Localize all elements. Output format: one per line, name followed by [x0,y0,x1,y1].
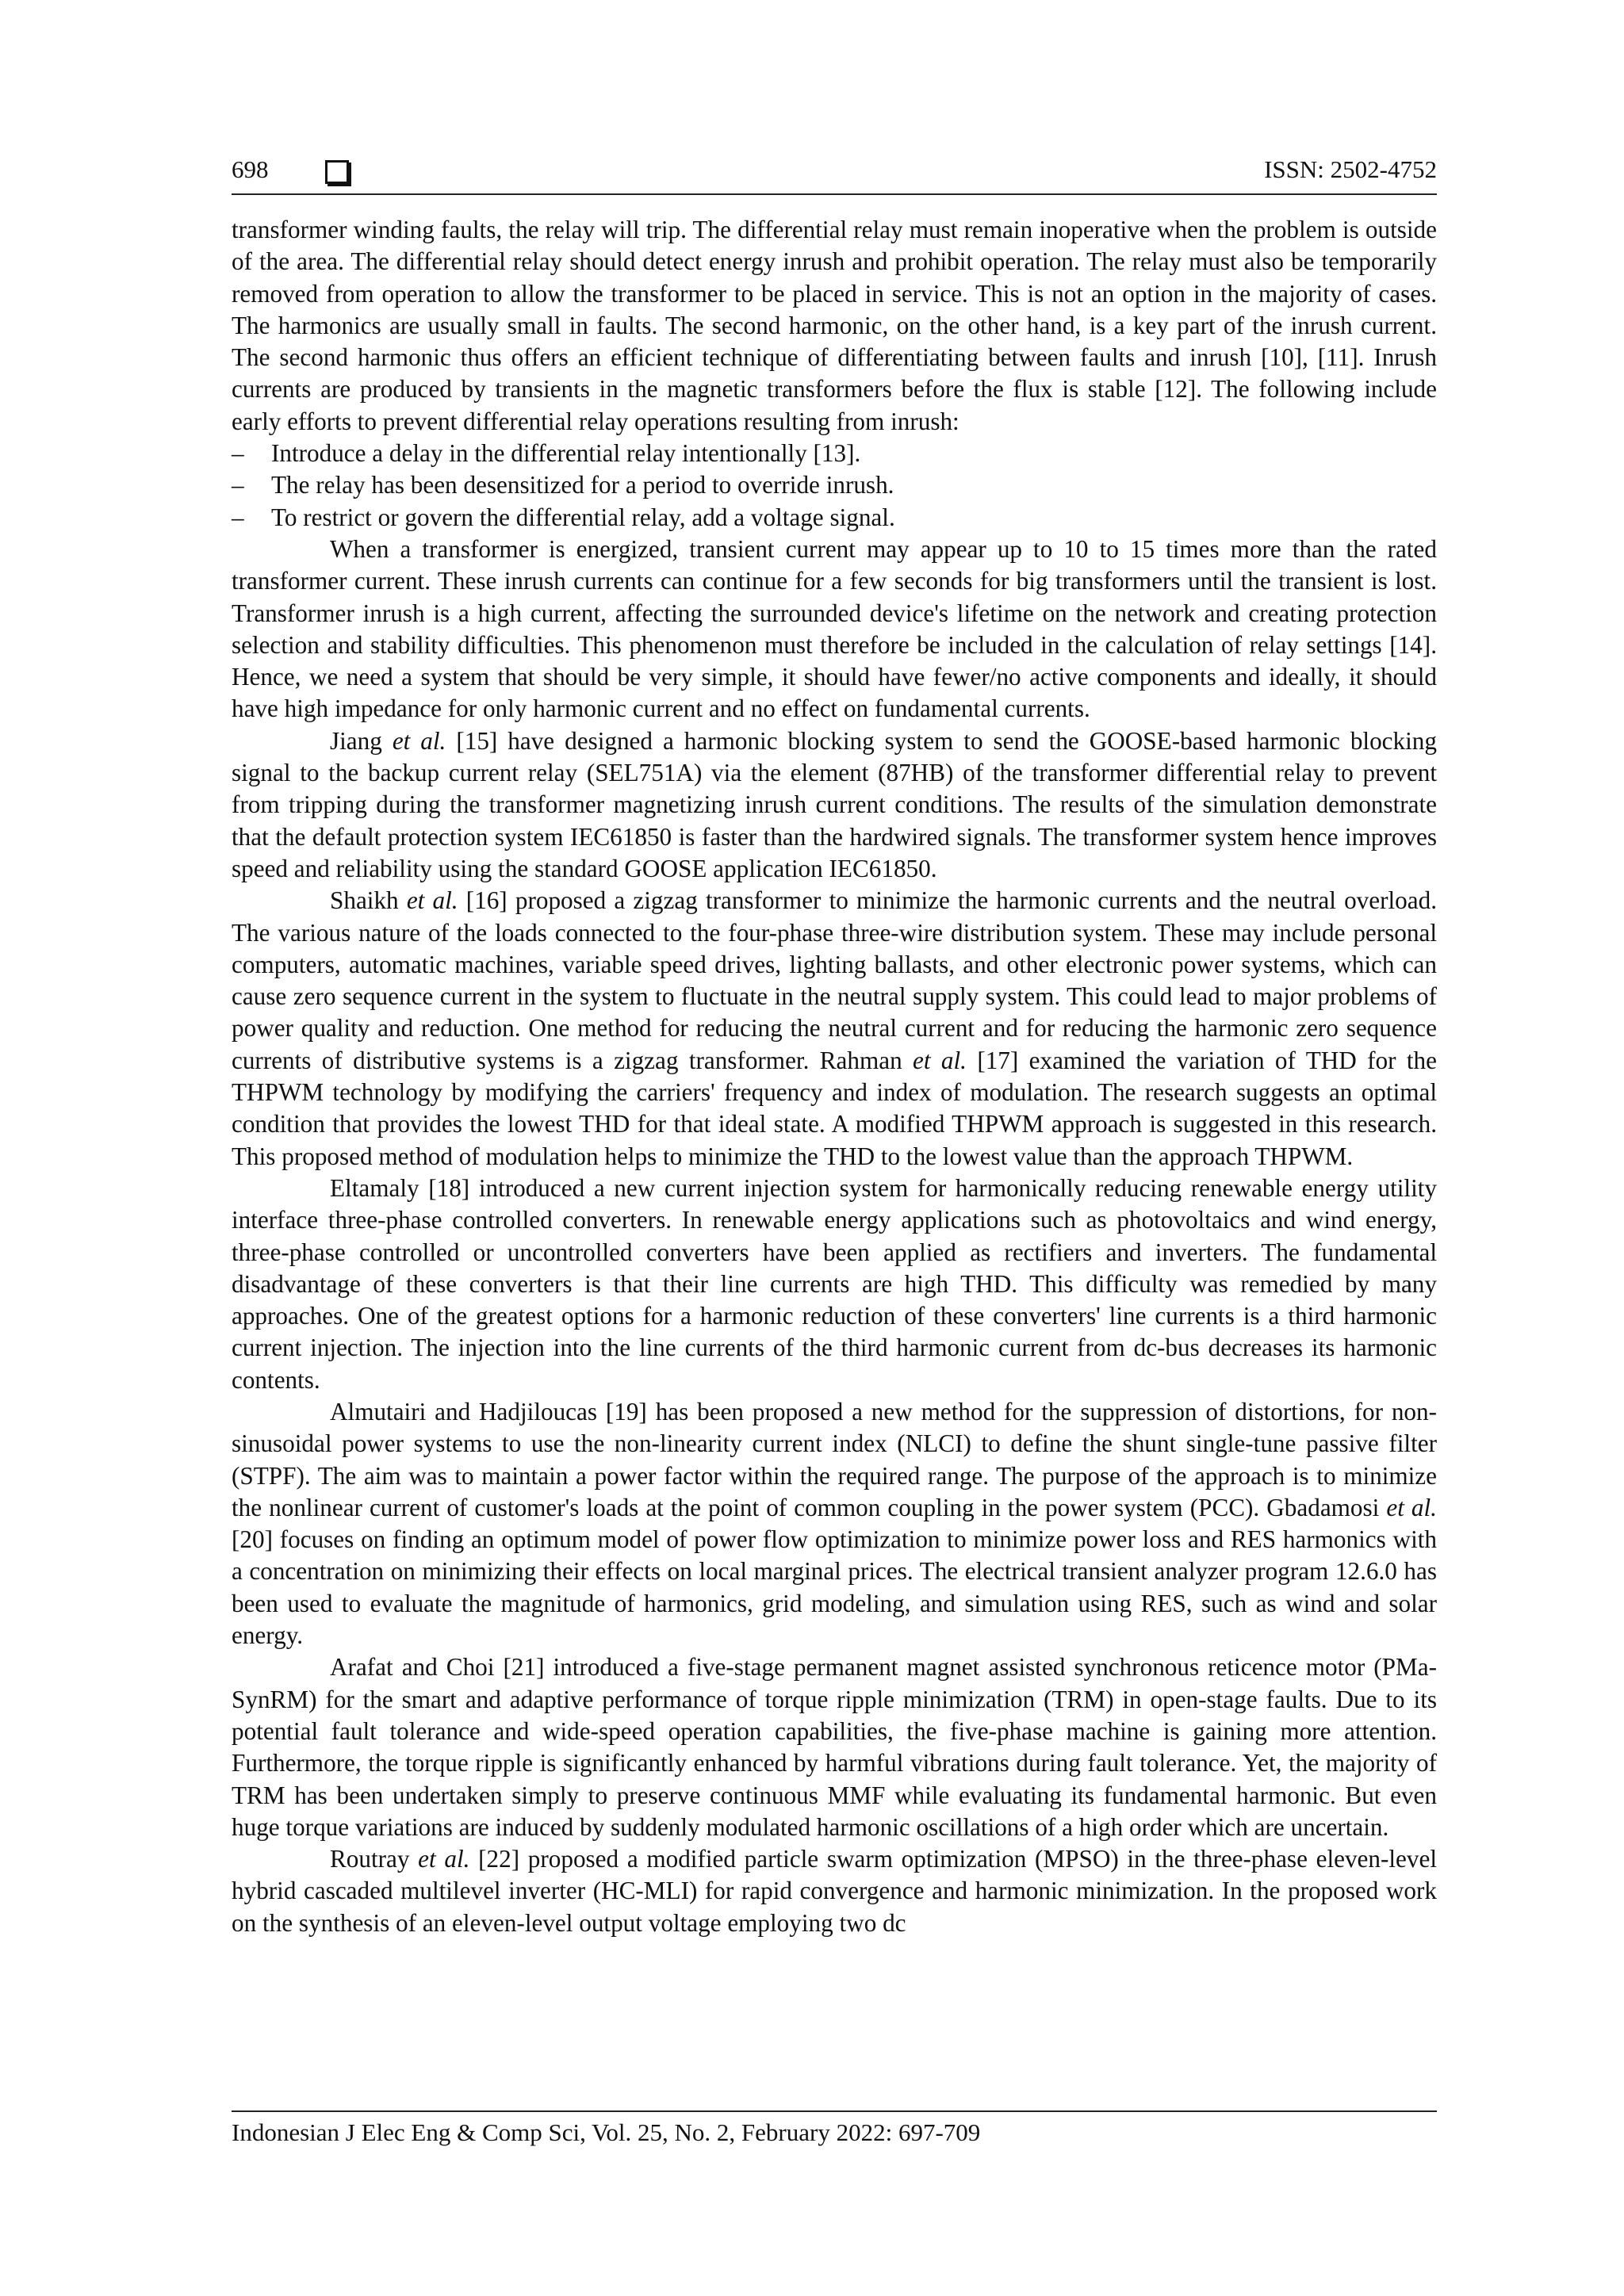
list-item-text: Introduce a delay in the differential relay intentionally [13]. [271,439,861,468]
issn-label: ISSN: 2502-4752 [1264,155,1437,183]
text-run: Routray [330,1845,419,1873]
list-item-text: The relay has been desensitized for a period to override inrush. [271,471,894,499]
page-number: 698 [232,155,269,183]
et-al-italic: et al. [406,886,458,915]
et-al-italic: et al. [1386,1493,1437,1521]
article-body [232,214,1437,1939]
paragraph-2: When a transformer is energized, transient current may appear up to 10 to 15 times more than the rated transformer current. These inrush currents can continue for a few seconds for big transformers until the transient is lost. Transformer inrush is a high current, affecting the surrounded device's lifetime on the network and creating protection selection and stability difficulties. This phenomenon must therefore be included in the calculation of relay settings [14]. Hence, we need a system that should be very simple, it should have fewer/no active components and ideally, it should have high impedance for only harmonic current and no effect on fundamental currents. [232,534,1437,723]
text-run: [16] proposed a zigzag transformer to minimize the harmonic currents and the neutral overload. The various nature of the loads connected to the four-phase three-wire distribution system. These may include personal computers, automatic machines, variable speed drives, lighting ballasts, and other electronic power systems, which can cause zero sequence current in the system to fluctuate in the neutral supply system. This could lead to major problems of power quality and reduction. One method for reducing the neutral current and for reducing the harmonic zero sequence currents of distributive systems is a zigzag transformer. Rahman [232,886,1437,1074]
text-run: Jiang [330,726,393,755]
bullet-list [232,438,1437,534]
et-al-italic: et al. [392,726,446,755]
dash-icon: – [232,439,244,468]
text-run: Shaikh [330,886,407,915]
page-header [232,155,1437,195]
paragraph-3 [232,725,1437,885]
paragraph-8 [232,1843,1437,1939]
et-al-italic: et al. [913,1046,967,1074]
text-run: Almutairi and Hadjiloucas [19] has been proposed a new method for the suppression of distortions, for non-sinusoidal power systems to use the non-linearity current index (NLCI) to define the shunt single-tune passive filter (STPF). The aim was to maintain a power factor within the required range. The purpose of the approach is to minimize the nonlinear current of customer's loads at the point of common coupling in the power system (PCC). Gbadamosi [232,1397,1437,1521]
text-run: [22] proposed a modified particle swarm optimization (MPSO) in the three-phase eleven-level hybrid cascaded multilevel inverter (HC-MLI) for rapid convergence and harmonic minimization. In the proposed work on the synthesis of an eleven-level output voltage employing two dc [232,1845,1437,1937]
paragraph-4 [232,885,1437,1173]
paragraph-5: Eltamaly [18] introduced a new current injection system for harmonically reducing renewable energy utility interface three-phase controlled converters. In renewable energy applications such as photovoltaics and wind energy, three-phase controlled or uncontrolled converters have been applied as rectifiers and inverters. The fundamental disadvantage of these converters is that their line currents are high THD. This difficulty was remedied by many approaches. One of the greatest options for a harmonic reduction of these converters' line currents is a third harmonic current injection. The injection into the line currents of the third harmonic current from dc-bus decreases its harmonic contents. [232,1173,1437,1394]
text-run: [17] examined the variation of THD for the THPWM technology by modifying the carriers' frequency and index of modulation. The research suggests an optimal condition that provides the lowest THD for that ideal state. A modified THPWM approach is suggested in this research. This proposed method of modulation helps to minimize the THD to the lowest value than the approach THPWM. [232,1046,1437,1170]
paragraph-7: Arafat and Choi [21] introduced a five-stage permanent magnet assisted synchronous reticence motor (PMa-SynRM) for the smart and adaptive performance of torque ripple minimization (TRM) in open-stage faults. Due to its potential fault tolerance and wide-speed operation capabilities, the five-phase machine is gaining more attention. Furthermore, the torque ripple is significantly enhanced by harmful vibrations during fault tolerance. Yet, the majority of TRM has been undertaken simply to preserve continuous MMF while evaluating its fundamental harmonic. But even huge torque variations are induced by suddenly modulated harmonic oscillations of a high order which are uncertain. [232,1653,1437,1841]
text-run: [20] focuses on finding an optimum model of power flow optimization to minimize power loss and RES harmonics with a concentration on minimizing their effects on local marginal prices. The electrical transient analyzer program 12.6.0 has been used to evaluate the magnitude of harmonics, grid modeling, and simulation using RES, such as wind and solar energy. [232,1525,1437,1650]
list-item [232,502,1437,534]
page-footer [232,2110,1437,2147]
paragraph-6 [232,1396,1437,1651]
list-item-text: To restrict or govern the differential relay, add a voltage signal. [271,503,895,531]
et-al-italic: et al. [418,1845,470,1873]
list-item [232,438,1437,469]
paragraph-1: transformer winding faults, the relay will trip. The differential relay must remain inoperative when the problem is outside of the area. The differential relay should detect energy inrush and prohibit operation. The relay must also be temporarily removed from operation to allow the transformer to be placed in service. This is not an option in the majority of cases. The harmonics are usually small in faults. The second harmonic, on the other hand, is a key part of the inrush current. The second harmonic thus offers an efficient technique of differentiating between faults and inrush [10], [11]. Inrush currents are produced by transients in the magnetic transformers before the flux is stable [12]. The following include early efforts to prevent differential relay operations resulting from inrush: [232,216,1437,435]
dash-icon: – [232,471,244,499]
journal-citation: Indonesian J Elec Eng & Comp Sci, Vol. 25, No. 2, February 2022: 697-709 [232,2118,981,2146]
text-run: [15] have designed a harmonic blocking system to send the GOOSE-based harmonic blocking signal to the backup current relay (SEL751A) via the element (87HB) of the transformer differential relay to prevent from tripping during the transformer magnetizing inrush current conditions. The results of the simulation demonstrate that the default protection system IEC61850 is faster than the hardwired signals. The transformer system hence improves speed and reliability using the standard GOOSE application IEC61850. [232,726,1437,882]
square-bullet-icon [325,160,349,184]
list-item [232,469,1437,501]
dash-icon: – [232,503,244,531]
